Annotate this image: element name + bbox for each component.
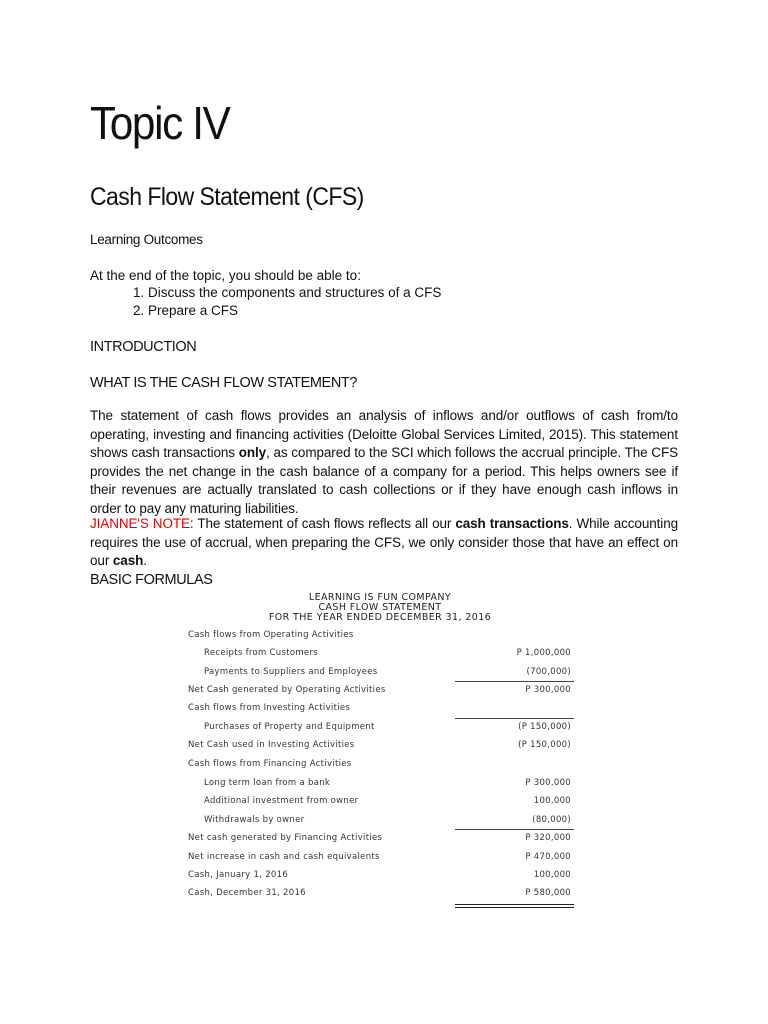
row-amount: (700,000) xyxy=(526,667,571,677)
row-label: Cash flows from Financing Activities xyxy=(188,759,352,769)
row-label: Cash flows from Investing Activities xyxy=(188,703,351,713)
note-text: : The statement of cash flows reflects all our xyxy=(189,516,456,531)
statement-period: FOR THE YEAR ENDED DECEMBER 31, 2016 xyxy=(268,612,492,623)
note-emphasis: cash transactions xyxy=(455,516,569,531)
row-amount: P 470,000 xyxy=(525,852,571,862)
row-label: Net increase in cash and cash equivalents xyxy=(188,852,380,862)
row-amount: (P 150,000) xyxy=(518,740,571,750)
topic-title: Topic IV xyxy=(90,97,230,149)
basic-formulas-heading: BASIC FORMULAS xyxy=(90,572,213,588)
row-amount: (80,000) xyxy=(532,815,571,825)
total-underline xyxy=(455,718,574,719)
row-amount: 100,000 xyxy=(533,796,571,806)
note-emphasis: cash xyxy=(112,553,144,568)
table-row xyxy=(188,833,574,849)
row-label: Cash, January 1, 2016 xyxy=(188,870,289,880)
paragraph-emphasis: only xyxy=(238,445,267,460)
paragraph-text: , as compared to the SCI which follows the accrual principle. The CFS provides the net change in the cash balance of a company for a period. This helps owners see if their revenues are actually translated to cash collections or if they have enough cash inflows in order to pay any maturing liabilities. xyxy=(90,445,679,516)
row-label: Net Cash used in Investing Activities xyxy=(188,740,355,750)
row-label: Withdrawals by owner xyxy=(204,815,305,825)
statement-name: CASH FLOW STATEMENT xyxy=(318,602,442,613)
total-underline xyxy=(455,681,574,682)
introduction-heading: INTRODUCTION xyxy=(90,339,197,355)
table-row xyxy=(188,648,574,664)
jianne-note-paragraph xyxy=(90,515,678,571)
table-row xyxy=(188,870,574,886)
row-label: Net Cash generated by Operating Activities xyxy=(188,685,386,695)
note-label: JIANNE'S NOTE xyxy=(90,516,190,531)
learning-outcome-item: 1. Discuss the components and structures of a CFS xyxy=(133,285,442,300)
row-amount: P 300,000 xyxy=(525,685,571,695)
row-label: Receipts from Customers xyxy=(204,648,318,658)
row-amount: (P 150,000) xyxy=(518,722,571,732)
row-label: Purchases of Property and Equipment xyxy=(204,722,375,732)
row-label: Cash, December 31, 2016 xyxy=(188,888,306,898)
table-row xyxy=(188,630,574,646)
row-label: Net cash generated by Financing Activities xyxy=(188,833,383,843)
row-amount: 100,000 xyxy=(533,870,571,880)
note-text: . While accounting requires the use of accrual, when preparing the CFS, we only consider those that have an effect on our xyxy=(90,516,679,568)
grand-total-double-underline xyxy=(455,904,574,908)
table-row xyxy=(188,722,574,738)
table-row xyxy=(188,703,574,719)
row-label: Long term loan from a bank xyxy=(204,778,331,788)
learning-outcomes-intro: At the end of the topic, you should be able to: xyxy=(90,268,361,283)
topic-subtitle: Cash Flow Statement (CFS) xyxy=(90,183,364,211)
note-text: . xyxy=(143,553,147,568)
row-amount: P 300,000 xyxy=(525,778,571,788)
learning-outcomes-heading: Learning Outcomes xyxy=(90,232,203,247)
paragraph-text: The statement of cash flows provides an analysis of inflows and/or outflows of cash from/to operating, investing and financing activities (Deloitte Global Services Limited, 2015). This statement shows cash transactions xyxy=(90,408,678,460)
row-label: Additional investment from owner xyxy=(204,796,359,806)
row-label: Payments to Suppliers and Employees xyxy=(204,667,378,677)
statement-company: LEARNING IS FUN COMPANY xyxy=(308,592,452,603)
table-row xyxy=(188,685,574,701)
table-row xyxy=(188,852,574,868)
cfs-definition-paragraph xyxy=(90,407,678,518)
row-amount: P 1,000,000 xyxy=(516,648,571,658)
table-row xyxy=(188,778,574,794)
table-row xyxy=(188,888,574,904)
row-amount: P 580,000 xyxy=(525,888,571,898)
table-row xyxy=(188,796,574,812)
what-is-cfs-heading: WHAT IS THE CASH FLOW STATEMENT? xyxy=(90,375,358,391)
table-row xyxy=(188,759,574,775)
total-underline xyxy=(455,829,574,830)
row-label: Cash flows from Operating Activities xyxy=(188,630,354,640)
row-amount: P 320,000 xyxy=(525,833,571,843)
learning-outcome-item: 2. Prepare a CFS xyxy=(133,303,239,318)
table-row xyxy=(188,740,574,756)
